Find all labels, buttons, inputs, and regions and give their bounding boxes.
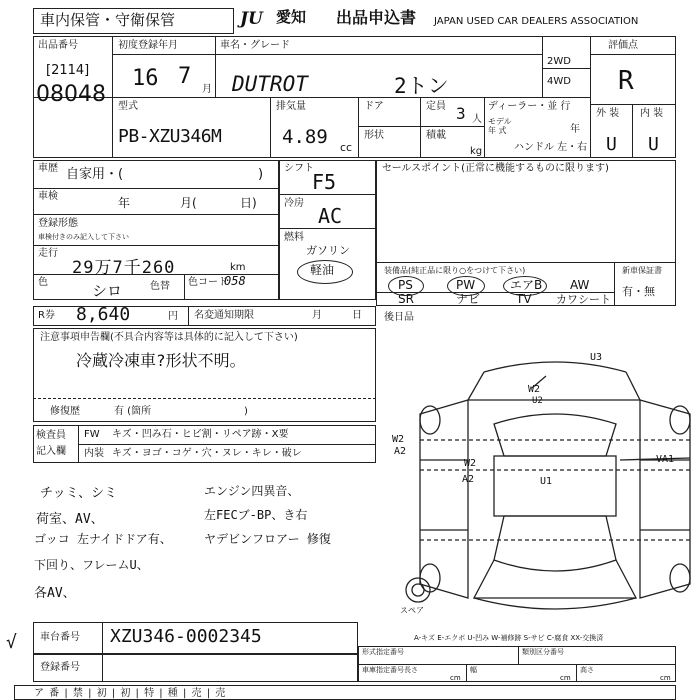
transfer-day: 日 — [352, 310, 362, 321]
fuel-gasoline: ガソリン — [306, 244, 350, 257]
hw-line2: 荷室、AV、 — [36, 512, 104, 527]
first-reg-month-unit: 月 — [202, 84, 212, 95]
fw-label: FW — [84, 429, 100, 440]
recycle-unit: 円 — [168, 311, 178, 322]
height-label: 高さ — [580, 666, 594, 674]
diagram-mark: VA1 — [656, 454, 675, 465]
hw-line2b: 左FECブ-BP、き右 — [204, 508, 308, 522]
model-year-unit: 年 — [570, 124, 580, 135]
transfer-month: 月 — [312, 310, 322, 321]
first-reg-month: 7 — [178, 64, 192, 89]
repair-label: 修復歴 — [50, 406, 80, 417]
model-name: DUTROT — [232, 72, 308, 96]
repair-close: ) — [244, 406, 248, 417]
registered-sub: 車検付きのみ記入して下さい — [38, 233, 129, 241]
exterior-label: 外 装 — [596, 108, 620, 119]
reg-number-label: 登録番号 — [40, 662, 80, 673]
category-label: 類別区分番号 — [522, 648, 564, 656]
lot-number: 08048 — [36, 82, 106, 107]
diagram-mark: A2 — [394, 446, 407, 457]
equip-sr: SR — [398, 292, 414, 306]
hw-line5: 各AV、 — [34, 586, 76, 601]
capacity-unit: 人 — [472, 114, 482, 125]
diagram-mark: A2 — [462, 474, 475, 485]
spare-label: スペア — [400, 606, 424, 615]
mileage-label: 走行 — [38, 248, 58, 259]
interior-label: 内 装 — [640, 108, 664, 119]
equip-aw: AW — [570, 278, 590, 292]
model-grade: 2トン — [394, 74, 449, 98]
interior-items: キズ・ヨゴ・コゲ・穴・ヌレ・キレ・破レ — [112, 448, 302, 459]
model-spec-label: 形式指定番号 — [362, 648, 404, 656]
damage-legend: A-キズ E-エクボ U-凹み W-補修跡 S-サビ C-腐食 XX-交換済 — [414, 634, 604, 642]
shift-label: シフト — [284, 163, 314, 174]
shift-value: F5 — [312, 170, 337, 194]
hw-line3b: ヤデビンフロアー 修復 — [204, 532, 331, 546]
history-close: ) — [258, 167, 264, 182]
drive-4wd: 4WD — [547, 76, 571, 87]
color-code-value: 058 — [224, 274, 246, 288]
model-label: 車名・グレード — [220, 40, 290, 51]
transfer-label: 名変通知期限 — [194, 310, 254, 321]
capacity-label: 定員 — [426, 101, 446, 112]
diagram-mark: U3 — [590, 352, 603, 363]
notice-label: 注意事項申告欄(不具合内容等は具体的に記入して下さい) — [40, 332, 298, 343]
model-spec-sub: 車庫指定番号 — [362, 666, 404, 674]
chassis-value: XZU346-0002345 — [110, 626, 262, 647]
width-unit: cm — [560, 674, 571, 682]
form-title: 出品申込書 — [336, 8, 417, 27]
displacement-value: 4.89 — [282, 126, 328, 148]
sales-point-label: セールスポイント(正常に機能するものに限ります) — [382, 163, 609, 174]
hw-line1b: エンジン四異音、 — [204, 484, 300, 498]
rear-label: 後日品 — [384, 312, 414, 323]
mileage-value: 29万7千260 — [72, 258, 176, 278]
exterior-value: U — [606, 134, 617, 155]
door-label: ドア — [364, 101, 384, 112]
ac-label: 冷房 — [284, 198, 304, 209]
diagram-mark: U2 — [532, 396, 543, 406]
displacement-unit: cc — [340, 141, 353, 154]
model-year-label: モデル 年 式 — [488, 117, 512, 135]
equip-ps: PS — [398, 278, 413, 292]
recycle-label: R券 — [38, 310, 55, 321]
interior-value: U — [648, 134, 659, 155]
hw-line3: ゴッコ 左ナイドドア有、 — [34, 532, 172, 546]
load-unit: kg — [470, 146, 483, 157]
hw-line4: 下回り、フレームU、 — [34, 558, 149, 572]
reg-number-box — [33, 654, 358, 682]
diagram-mark: W2 — [392, 434, 405, 445]
width-label: 幅 — [470, 666, 477, 674]
fuel-label: 燃料 — [284, 232, 304, 243]
fuel-diesel: 軽油 — [310, 263, 335, 277]
length-unit: cm — [450, 674, 461, 682]
lot-sub: [2114] — [46, 63, 90, 78]
ac-value: AC — [318, 204, 343, 228]
load-label: 積載 — [426, 130, 446, 141]
equip-airbag: エアB — [510, 278, 543, 292]
color-code-label: 色コード — [188, 277, 228, 288]
shape-label: 形状 — [364, 130, 384, 141]
repair-value: 有 (箇所 — [114, 406, 152, 417]
color-label: 色 — [38, 277, 48, 288]
history-value: 自家用・( — [66, 167, 124, 182]
diagram-mark: W2 — [464, 458, 477, 469]
entry-label: 記入欄 — [36, 446, 66, 457]
handle-label: ハンドル 左・右 — [514, 142, 588, 153]
first-reg-label: 初度登録年月 — [118, 40, 178, 51]
inspection-month: 月( — [180, 196, 197, 210]
chassis-label: 車台番号 — [40, 632, 80, 643]
diagram-mark: U1 — [540, 476, 553, 487]
footer-check-mark: √ — [6, 632, 17, 653]
length-label: 長さ — [404, 666, 418, 674]
lot-label: 出品番号 — [38, 40, 78, 51]
inspection-label: 車検 — [38, 191, 58, 202]
equip-navi: ナビ — [456, 292, 481, 306]
inspection-year: 年 — [118, 196, 131, 210]
type-value: PB-XZU346M — [118, 126, 222, 147]
fw-items: キズ・凹み石・ヒビ割・リペア跡・X要 — [112, 429, 289, 440]
displacement-label: 排気量 — [276, 101, 306, 112]
diagram-mark: W2 — [528, 384, 541, 395]
warranty-label: 新車保証書 — [622, 266, 662, 275]
org-name: 愛知 — [276, 8, 307, 26]
equip-tv: TV — [516, 292, 532, 306]
hw-line1: チッミ、シミ — [40, 486, 118, 501]
height-unit: cm — [660, 674, 671, 682]
registered-label: 登録形態 — [38, 218, 78, 229]
mileage-unit: km — [230, 262, 246, 273]
type-label: 型式 — [118, 101, 138, 112]
color-value: シロ — [92, 282, 123, 300]
notice-text: 冷蔵冷凍車?形状不明。 — [76, 351, 246, 370]
warranty-value: 有・無 — [622, 285, 655, 298]
ju-logo-mark: JU — [240, 9, 263, 29]
capacity-value: 3 — [456, 104, 466, 123]
inspector-label: 検査員 — [36, 430, 66, 441]
interior-insp-label: 内装 — [84, 448, 104, 459]
association-name: JAPAN USED CAR DEALERS ASSOCIATION — [434, 16, 639, 27]
recycle-value: 8,640 — [76, 304, 131, 325]
dealer-label: ディーラー・並 行 — [488, 101, 571, 112]
inspection-day: 日) — [240, 196, 257, 210]
equip-cassette: カワシート — [556, 293, 611, 306]
bottom-items: ア 番 | 禁 | 初 | 初 | 特 | 種 | 売 | 売 — [34, 688, 227, 699]
history-label: 車歴 — [38, 163, 58, 174]
first-reg-year: 16 — [132, 66, 159, 91]
drive-2wd: 2WD — [547, 56, 571, 67]
color-swap-label: 色替 — [150, 281, 170, 292]
equip-pw: PW — [456, 278, 476, 292]
storage-label: 車内保管・守衛保管 — [40, 11, 176, 29]
grade-label: 評価点 — [608, 40, 638, 51]
equipment-label: 装備品(純正品に限り○をつけて下さい) — [384, 266, 526, 275]
grade-value: R — [618, 66, 634, 96]
